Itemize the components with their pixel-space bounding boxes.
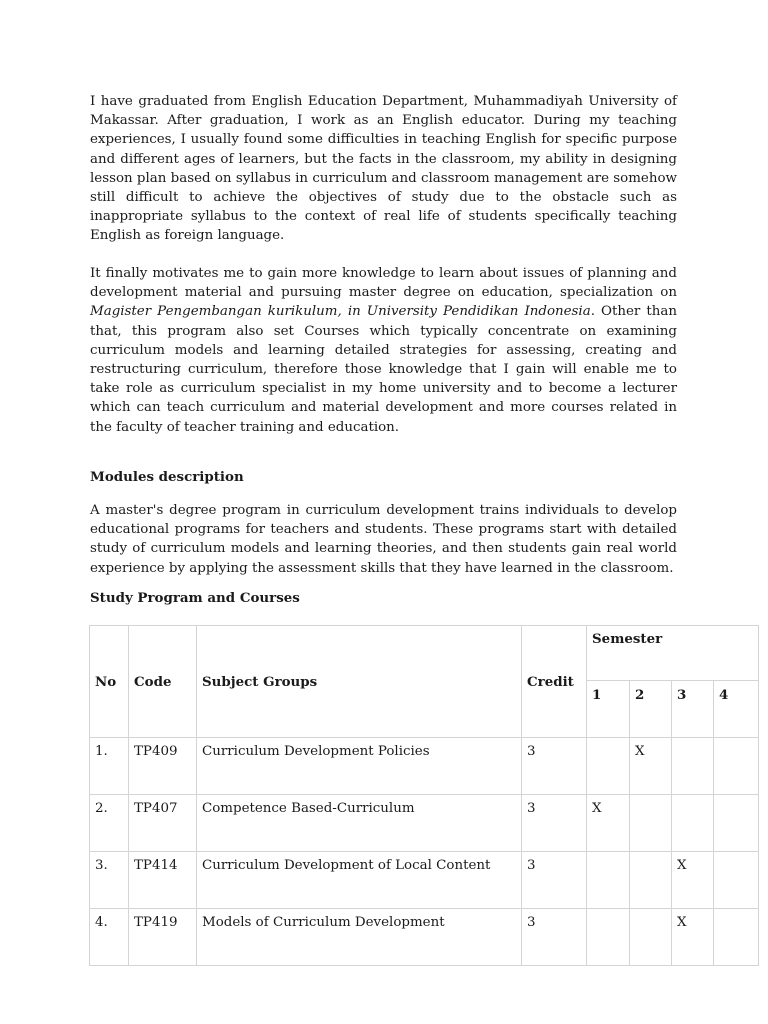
intro-paragraph: I have graduated from English Education Department, Muhammadiyah University of Makassar. After graduation, I work as an English educator. During my teaching experiences, I usually found some difficulties in teaching English for specific purpose and different ages of learners, but the facts in the classroom, my ability in designing lesson plan based on syllabus in curriculum and classroom management are somehow still difficult to achieve the objectives of study due to the obstacle such as inappropriate syllabus to the context of real life of students specifically teaching English as foreign language. — [90, 94, 677, 244]
cell-semester-2: X — [630, 738, 672, 795]
cell-credit: 3 — [522, 795, 587, 852]
cell-code: TP419 — [129, 909, 197, 966]
table-row — [90, 795, 759, 852]
cell-semester-1 — [587, 852, 630, 909]
study-program-heading: Study Program and Courses — [90, 590, 300, 606]
table-header-row — [90, 626, 759, 681]
cell-semester-1: X — [587, 795, 630, 852]
cell-no: 2. — [90, 795, 129, 852]
program-name-italic: Magister Pengembangan kurikulum, in University Pendidikan Indonesia — [90, 304, 591, 320]
cell-code: TP414 — [129, 852, 197, 909]
cell-semester-1 — [587, 909, 630, 966]
cell-code: TP407 — [129, 795, 197, 852]
cell-subject: Curriculum Development of Local Content — [197, 852, 522, 909]
cell-semester-4 — [714, 795, 759, 852]
header-code: Code — [129, 626, 197, 738]
cell-no: 1. — [90, 738, 129, 795]
cell-credit: 3 — [522, 852, 587, 909]
motivation-text-start: It finally motivates me to gain more knowledge to learn about issues of planning and development material and pursuing master degree on education, specialization on — [90, 266, 677, 301]
cell-semester-4 — [714, 738, 759, 795]
cell-code: TP409 — [129, 738, 197, 795]
table-row — [90, 909, 759, 966]
cell-credit: 3 — [522, 909, 587, 966]
cell-semester-2 — [630, 909, 672, 966]
header-subject-groups: Subject Groups — [197, 626, 522, 738]
cell-semester-3: X — [672, 909, 714, 966]
cell-semester-2 — [630, 852, 672, 909]
cell-subject: Models of Curriculum Development — [197, 909, 522, 966]
table-row — [90, 852, 759, 909]
header-credit: Credit — [522, 626, 587, 738]
motivation-paragraph — [90, 264, 677, 437]
cell-subject: Curriculum Development Policies — [197, 738, 522, 795]
cell-semester-2 — [630, 795, 672, 852]
modules-paragraph: A master's degree program in curriculum development trains individuals to develop educational programs for teachers and students. These programs start with detailed study of curriculum models and learning theories, and then students gain real world experience by applying the assessment skills that they have learned in the classroom. — [90, 503, 677, 576]
cell-no: 3. — [90, 852, 129, 909]
header-no: No — [90, 626, 129, 738]
cell-semester-1 — [587, 738, 630, 795]
cell-semester-3: X — [672, 852, 714, 909]
header-semester-2: 2 — [630, 681, 672, 738]
modules-heading: Modules description — [90, 469, 244, 485]
header-semester-4: 4 — [714, 681, 759, 738]
cell-semester-3 — [672, 795, 714, 852]
table-row — [90, 738, 759, 795]
motivation-text-end: . Other than that, this program also set Courses which typically concentrate on examining curriculum models and learning detailed strategies for assessing, creating and restructuring curriculum, therefore those knowledge that I gain will enable me to take role as curriculum specialist in my home university and to become a lecturer which can teach curriculum and material development and more courses related in the faculty of teacher training and education. — [90, 304, 677, 435]
cell-subject: Competence Based-Curriculum — [197, 795, 522, 852]
header-semester: Semester — [587, 626, 759, 681]
header-semester-1: 1 — [587, 681, 630, 738]
cell-semester-4 — [714, 909, 759, 966]
cell-no: 4. — [90, 909, 129, 966]
cell-semester-3 — [672, 738, 714, 795]
cell-semester-4 — [714, 852, 759, 909]
header-semester-3: 3 — [672, 681, 714, 738]
courses-table — [89, 625, 759, 966]
cell-credit: 3 — [522, 738, 587, 795]
